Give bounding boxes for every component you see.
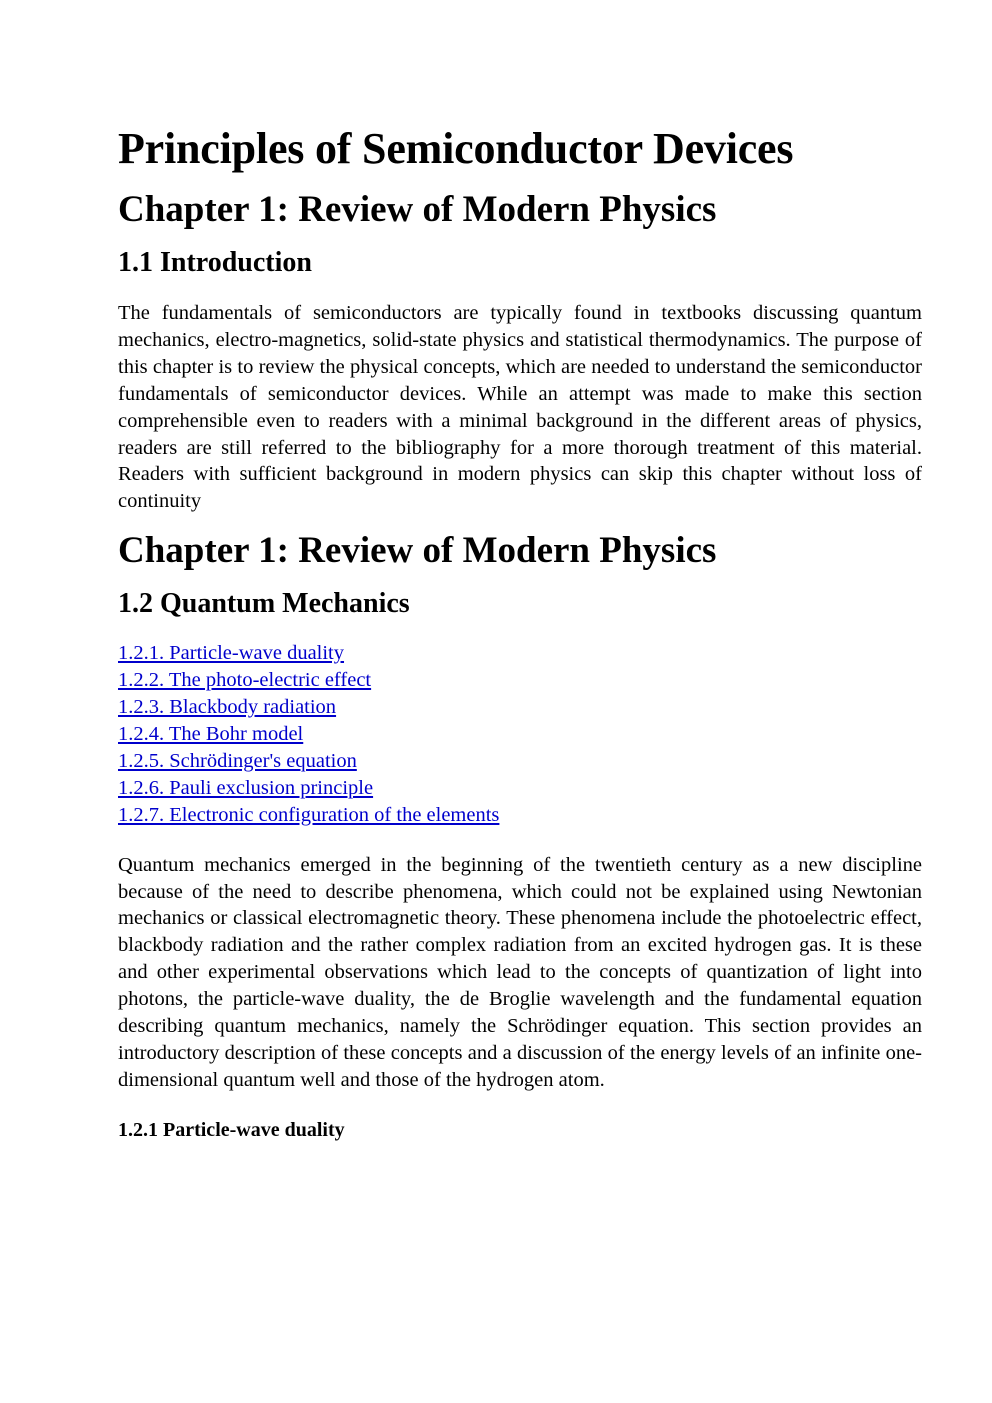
toc-link-schrodinger-equation[interactable]: 1.2.5. Schrödinger's equation [118,749,357,772]
section-heading-introduction: 1.1 Introduction [118,247,312,278]
toc-item [118,721,922,748]
toc-item [118,748,922,775]
toc-item [118,640,922,667]
quantum-mechanics-paragraph: Quantum mechanics emerged in the beginning of the twentieth century as a new discipline because of the need to describe phenomena, which could not be explained using Newtonian mechanics or classical electromagnetic theory. These phenomena include the photoelectric effect, blackbody radiation and the rather complex radiation from an excited hydrogen gas. It is these and other experimental observations which lead to the concepts of quantization of light into photons, the particle-wave duality, the de Broglie wavelength and the fundamental equation describing quantum mechanics, namely the Schrödinger equation. This section provides an introductory description of these concepts and a discussion of the energy levels of an infinite one-dimensional quantum well and those of the hydrogen atom. [118,853,922,1091]
toc-item [118,694,922,721]
chapter-heading-1: Chapter 1: Review of Modern Physics [118,189,717,230]
toc-link-blackbody-radiation[interactable]: 1.2.3. Blackbody radiation [118,696,337,719]
section-heading-quantum-mechanics: 1.2 Quantum Mechanics [118,588,410,620]
toc-link-pauli-exclusion[interactable]: 1.2.6. Pauli exclusion principle [118,776,374,799]
introduction-paragraph: The fundamentals of semiconductors are typically found in textbooks discussing quantum mechanics, electro-magnetics, solid-state physics and statistical thermodynamics. The purpose of this chapter is to review the physical concepts, which are needed to understand the semiconductor fundamentals of semiconductor devices. While an attempt was made to make this section comprehensible even to readers with a minimal background in the different areas of physics, readers are still referred to the bibliography for a more thorough treatment of this material. Readers with sufficient background in modern physics can skip this chapter without loss of continuity [118,302,922,513]
toc-link-list [118,640,922,828]
toc-item [118,802,922,829]
subsection-heading-particle-wave-duality: 1.2.1 Particle-wave duality [118,1118,345,1141]
chapter-heading-2: Chapter 1: Review of Modern Physics [118,530,717,572]
toc-item [118,667,922,694]
toc-link-photo-electric-effect[interactable]: 1.2.2. The photo-electric effect [118,669,372,692]
document-page [118,120,922,1143]
toc-item [118,775,922,802]
toc-link-particle-wave-duality[interactable]: 1.2.1. Particle-wave duality [118,642,345,665]
toc-link-bohr-model[interactable]: 1.2.4. The Bohr model [118,722,304,745]
document-title: Principles of Semiconductor Devices [118,124,794,173]
toc-link-electronic-configuration[interactable]: 1.2.7. Electronic configuration of the elements [118,803,500,826]
